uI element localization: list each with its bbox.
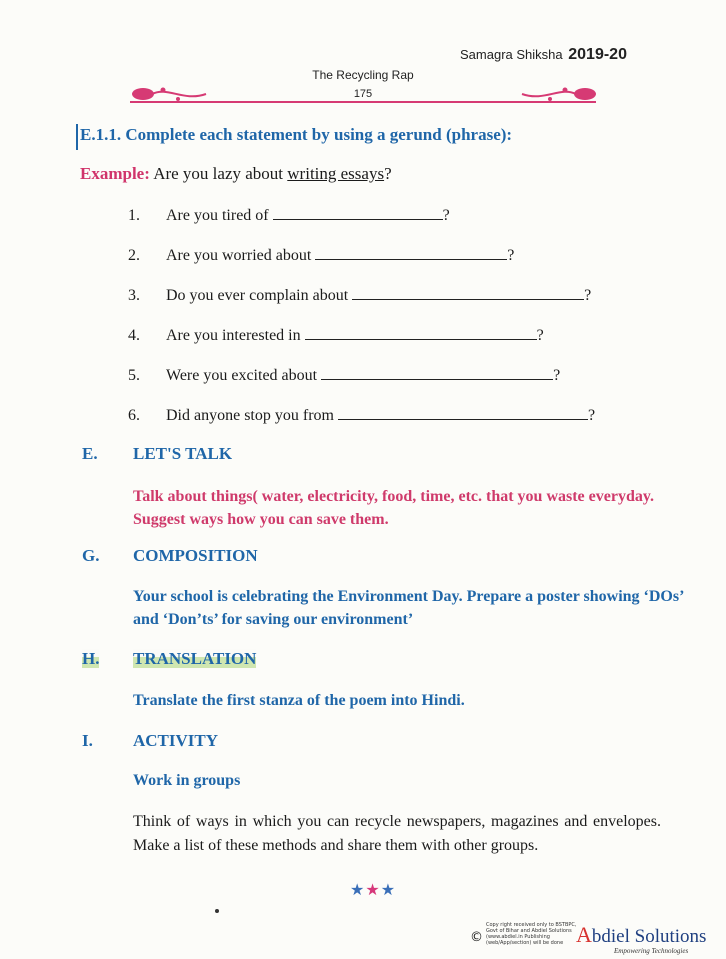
brand-name: Samagra Shiksha — [460, 47, 563, 62]
header-year: 2019-20 — [568, 46, 627, 63]
translation-instructions: Translate the first stanza of the poem into Hindi. — [133, 692, 465, 709]
example-suffix: ? — [384, 164, 392, 183]
example-prefix: Are you lazy about — [153, 164, 288, 183]
chapter-title: The Recycling Rap — [312, 68, 414, 82]
end-stars — [350, 880, 396, 900]
example-underlined: writing essays — [287, 164, 385, 183]
stray-dot — [215, 909, 219, 913]
answer-blank — [352, 285, 584, 300]
header-rule — [130, 101, 596, 103]
answer-blank — [315, 245, 507, 260]
question-item: 2. Are you worried about ? — [128, 247, 515, 264]
talk-instructions: Talk about things( water, electricity, food, time, etc. that you waste everyday. Suggest ways how you can save them. — [133, 488, 654, 528]
exercise-margin-bar — [76, 124, 78, 150]
star-icon: ★ — [365, 882, 381, 899]
copyright-note: Copy right received only to BSTBPC, Govt of Bihar and Abdiel Solutions (www.abdiel.in Publishing (web/App/section) will be done — [486, 922, 577, 946]
section-title-activity: ACTIVITY — [133, 731, 219, 750]
section-title-talk: LET'S TALK — [133, 444, 233, 463]
question-item: 6. Did anyone stop you from ? — [128, 407, 596, 424]
answer-blank — [338, 405, 588, 420]
activity-subtitle: Work in groups — [133, 772, 241, 789]
answer-blank — [305, 325, 537, 340]
example-line — [80, 164, 392, 184]
left-flourish-ornament — [128, 84, 208, 108]
question-item: 3. Do you ever complain about ? — [128, 287, 592, 304]
page-number: 175 — [353, 88, 373, 100]
publisher-logo: Abdiel Solutions — [576, 922, 707, 947]
composition-instructions: Your school is celebrating the Environment Day. Prepare a poster showing ‘DOs’ and ‘Don’ts’ for saving our environment’ — [133, 588, 684, 628]
section-title-composition: COMPOSITION — [133, 546, 258, 565]
section-letter-translation: H. — [82, 649, 100, 668]
footer-copyright — [470, 920, 726, 958]
star-icon: ★ — [380, 882, 397, 899]
answer-blank — [321, 365, 553, 380]
exercise-heading: E.1.1. Complete each statement by using a gerund (phrase): — [80, 125, 513, 144]
publisher-logo-text: bdiel Solutions — [591, 926, 707, 947]
activity-body: Think of ways in which you can recycle newspapers, magazines and envelopes. Make a list of these methods and share them with other groups. — [133, 813, 661, 854]
section-letter-activity: I. — [82, 731, 93, 750]
question-item: 4. Are you interested in ? — [128, 327, 544, 344]
right-flourish-ornament — [520, 84, 600, 108]
publisher-tagline: Empowering Technologies — [614, 947, 689, 955]
question-item: 1. Are you tired of ? — [128, 207, 450, 224]
example-label: Example: — [80, 164, 150, 183]
answer-blank — [273, 205, 443, 220]
header-brand — [460, 46, 627, 64]
star-icon: ★ — [350, 882, 366, 899]
section-title-translation: TRANSLATION — [133, 649, 257, 668]
section-letter-composition: G. — [82, 546, 100, 565]
section-letter-talk: E. — [82, 444, 98, 463]
question-item: 5. Were you excited about ? — [128, 367, 561, 384]
copyright-icon: © — [470, 930, 483, 945]
